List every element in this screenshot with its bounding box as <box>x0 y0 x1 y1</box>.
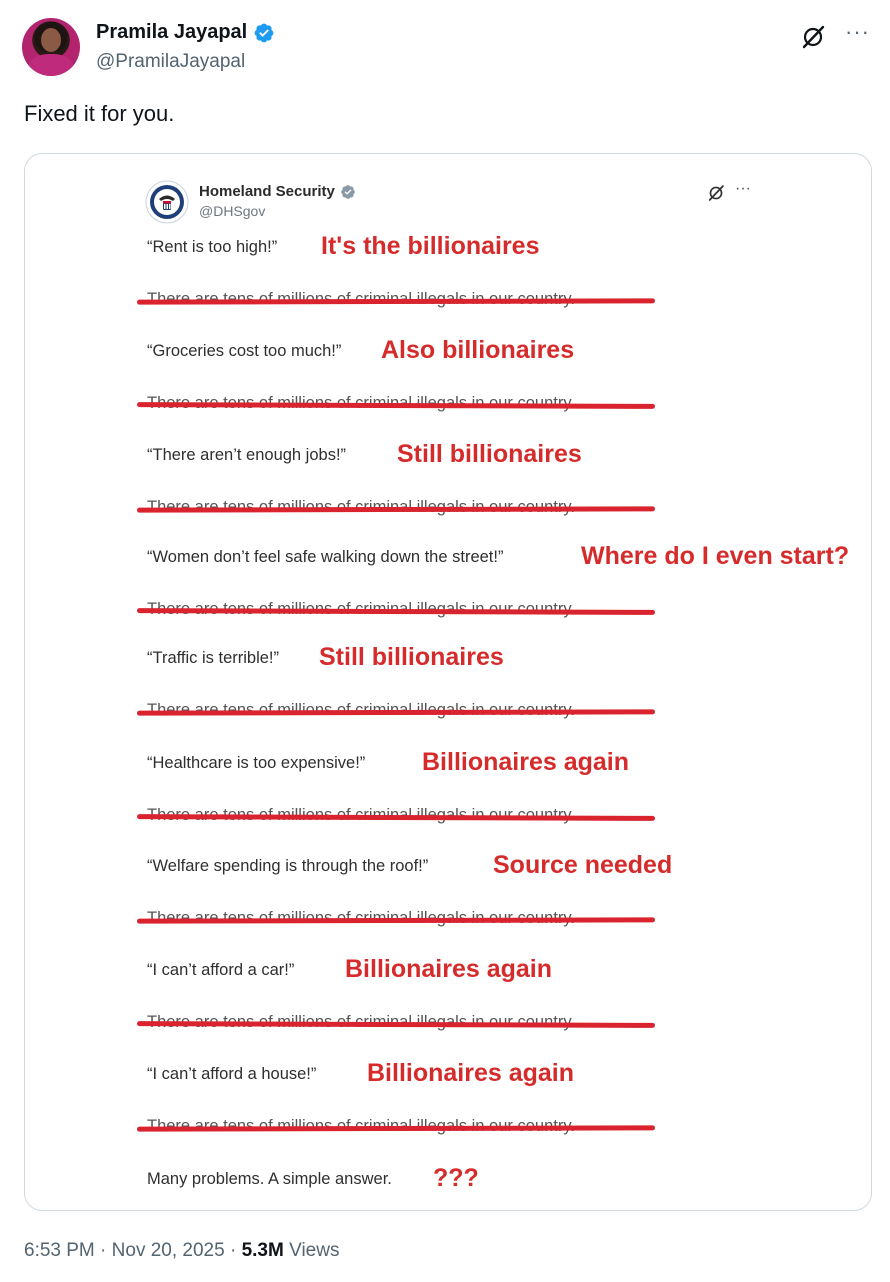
quote-line: “Women don’t feel safe walking down the street!” <box>147 548 504 566</box>
quoted-handle: @DHSgov <box>199 203 266 219</box>
quoted-verified-badge-icon <box>340 184 356 200</box>
annotation-note: Billionaires again <box>422 748 630 776</box>
quoted-header <box>145 180 765 228</box>
author-avatar[interactable] <box>22 18 80 76</box>
annotation-note: Billionaires again <box>367 1059 575 1087</box>
strikethrough-line <box>137 917 655 923</box>
quote-line: “I can’t afford a house!” <box>147 1065 317 1083</box>
author-name[interactable]: Pramila Jayapal <box>96 21 248 43</box>
annotation-note: Also billionaires <box>381 336 575 364</box>
tweet-time[interactable]: 6:53 PM <box>24 1240 95 1261</box>
tweet-header <box>22 18 872 82</box>
more-options-icon[interactable]: ··· <box>845 19 870 44</box>
views-count: 5.3M <box>241 1240 284 1261</box>
quote-line: “Rent is too high!” <box>147 238 278 256</box>
annotation-note: It's the billionaires <box>321 232 540 260</box>
tweet-media-card[interactable] <box>24 153 872 1211</box>
quoted-name-row <box>199 183 356 200</box>
quote-line: “Welfare spending is through the roof!” <box>147 857 429 875</box>
quote-line: “There aren’t enough jobs!” <box>147 446 347 464</box>
quote-line: “Groceries cost too much!” <box>147 342 342 360</box>
dhs-seal-icon <box>145 180 189 224</box>
author-name-row <box>96 21 275 44</box>
strikethrough-line <box>137 1125 655 1131</box>
meta-separator: · <box>100 1240 107 1261</box>
tweet-meta <box>24 1240 339 1262</box>
closing-line: Many problems. A simple answer. <box>147 1170 392 1188</box>
annotation-note: Source needed <box>493 851 673 879</box>
quoted-name: Homeland Security <box>199 183 335 200</box>
views-label: Views <box>289 1240 340 1261</box>
strikethrough-line <box>137 709 655 715</box>
quote-line: “I can’t afford a car!” <box>147 961 295 979</box>
quote-line: “Traffic is terrible!” <box>147 649 280 667</box>
quoted-grok-icon <box>707 184 725 202</box>
tweet-date[interactable]: Nov 20, 2025 <box>111 1240 225 1261</box>
annotation-note: Billionaires again <box>345 955 553 983</box>
annotation-note: Still billionaires <box>397 440 582 468</box>
strikethrough-line <box>137 298 655 304</box>
verified-badge-icon <box>253 22 275 44</box>
grok-icon[interactable] <box>800 24 826 50</box>
annotation-note: Where do I even start? <box>581 542 850 570</box>
author-handle[interactable]: @PramilaJayapal <box>96 51 246 72</box>
meta-separator: · <box>229 1240 237 1261</box>
annotation-note: Still billionaires <box>319 643 504 671</box>
strikethrough-line <box>137 506 655 512</box>
tweet-text: Fixed it for you. <box>24 101 175 126</box>
quote-line: “Healthcare is too expensive!” <box>147 754 366 772</box>
quoted-more-icon: ··· <box>735 180 751 197</box>
closing-annotation: ??? <box>433 1164 479 1192</box>
